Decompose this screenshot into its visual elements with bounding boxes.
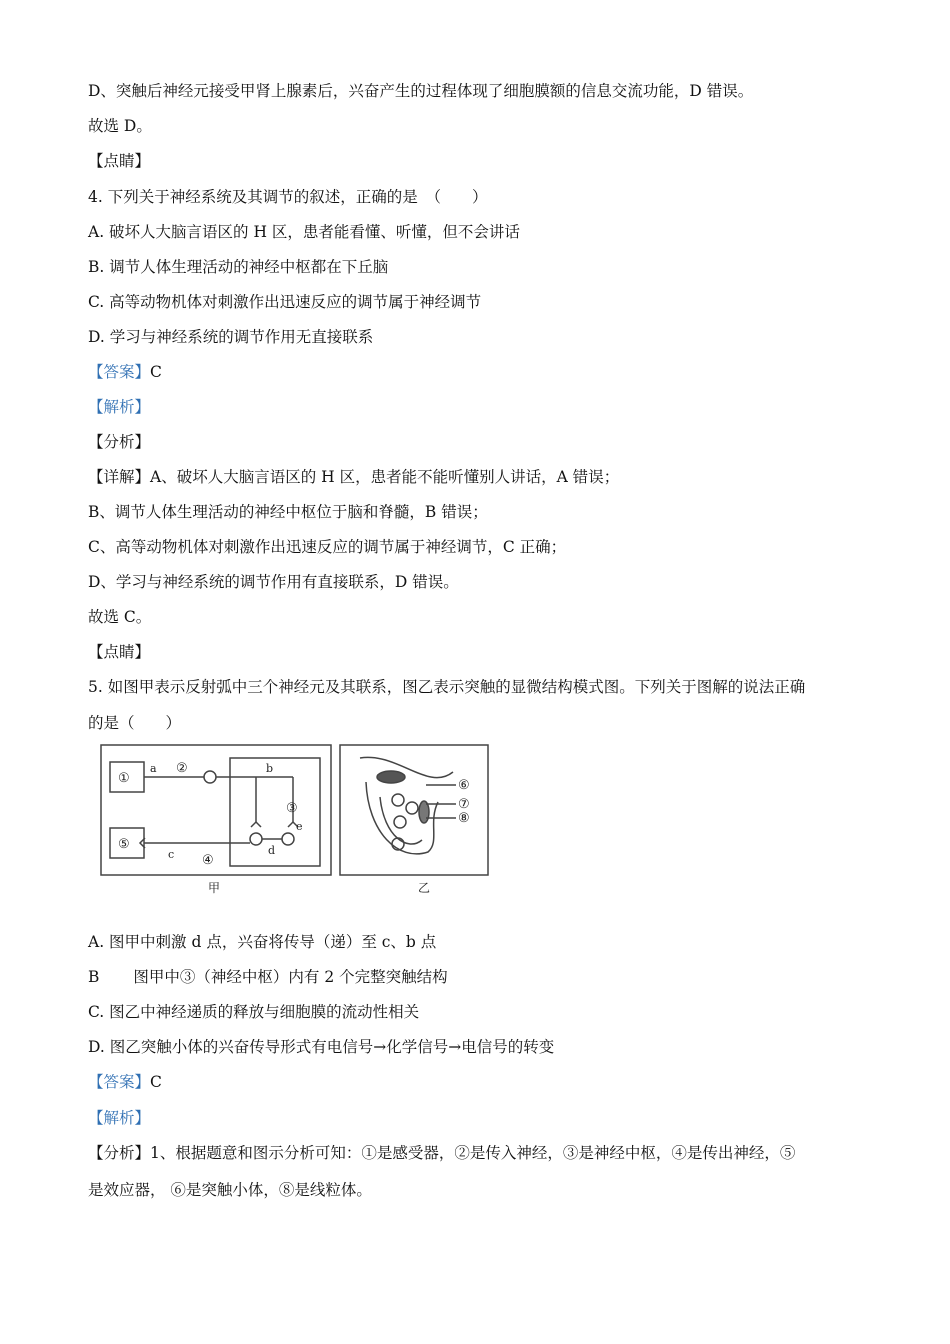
mitochondrion bbox=[377, 771, 405, 783]
option-c: C. 图乙中神经递质的释放与细胞膜的流动性相关 bbox=[88, 1003, 420, 1021]
answer-label: 【答案】 bbox=[88, 1073, 151, 1091]
section-heading: 【点睛】 bbox=[88, 152, 151, 170]
option-b-text: 图甲中③（神经中枢）内有 2 个完整突触结构 bbox=[133, 968, 448, 986]
label-c: c bbox=[168, 848, 175, 861]
vesicle bbox=[406, 802, 418, 814]
text-line: D、学习与神经系统的调节作用有直接联系，D 错误。 bbox=[88, 573, 459, 591]
label-b: b bbox=[266, 762, 274, 775]
section-heading: 【点睛】 bbox=[88, 643, 151, 661]
text-line: B、调节人体生理活动的神经中枢位于脑和脊髓，B 错误； bbox=[88, 503, 488, 521]
text-line: 是效应器， ⑥是突触小体，⑧是线粒体。 bbox=[88, 1181, 372, 1199]
option-a: A. 图甲中刺激 d 点，兴奋将传导（递）至 c、b 点 bbox=[88, 933, 437, 951]
option-b-letter: B bbox=[88, 968, 100, 986]
option-d: D. 图乙突触小体的兴奋传导形式有电信号→化学信号→电信号的转变 bbox=[88, 1038, 555, 1056]
text-line: C、高等动物机体对刺激作出迅速反应的调节属于神经调节，C 正确； bbox=[88, 538, 567, 556]
membrane-line bbox=[360, 757, 453, 777]
text-line: D、突触后神经元接受甲肾上腺素后，兴奋产生的过程体现了细胞膜额的信息交流功能，D 错误。 bbox=[88, 82, 754, 100]
figure-svg bbox=[98, 742, 494, 900]
question-stem-cont: 的是（ ） bbox=[88, 714, 182, 732]
option-b bbox=[88, 967, 448, 987]
answer-line bbox=[88, 362, 162, 382]
analysis-label: 【解析】 bbox=[88, 1109, 151, 1127]
option-d: D. 学习与神经系统的调节作用无直接联系 bbox=[88, 328, 374, 346]
label-n7: ⑦ bbox=[458, 797, 470, 812]
label-e: e bbox=[296, 820, 303, 833]
answer-value: C bbox=[150, 363, 162, 381]
label-a: a bbox=[150, 762, 157, 775]
question-stem: 4. 下列关于神经系统及其调节的叙述，正确的是 （ ） bbox=[88, 188, 488, 206]
vesicle bbox=[394, 816, 406, 828]
efferent-soma bbox=[282, 833, 294, 845]
label-n3: ③ bbox=[286, 801, 298, 816]
label-d: d bbox=[268, 844, 276, 857]
text-line: 【详解】A、破坏人大脑言语区的 H 区，患者能不能听懂别人讲话，A 错误； bbox=[88, 468, 620, 486]
question-stem: 5. 如图甲表示反射弧中三个神经元及其联系，图乙表示突触的显微结构模式图。下列关于图解的说法正确 bbox=[88, 678, 806, 696]
text-line: 故选 D。 bbox=[88, 117, 152, 135]
label-n6: ⑥ bbox=[458, 778, 470, 793]
label-n8: ⑧ bbox=[458, 811, 470, 826]
analysis-label: 【解析】 bbox=[88, 398, 151, 416]
option-c: C. 高等动物机体对刺激作出迅速反应的调节属于神经调节 bbox=[88, 293, 482, 311]
label-n5: ⑤ bbox=[118, 837, 130, 852]
section-heading: 【分析】 bbox=[88, 433, 151, 451]
option-a: A. 破坏人大脑言语区的 H 区，患者能看懂、听懂，但不会讲话 bbox=[88, 223, 520, 241]
answer-line bbox=[88, 1072, 162, 1092]
afferent-soma bbox=[204, 771, 216, 783]
answer-label: 【答案】 bbox=[88, 363, 151, 381]
label-n1: ① bbox=[118, 771, 130, 786]
neuron-figure bbox=[98, 742, 494, 900]
answer-value: C bbox=[150, 1073, 162, 1091]
caption-jia: 甲 bbox=[208, 881, 221, 895]
label-n2: ② bbox=[176, 761, 188, 776]
label-n4: ④ bbox=[202, 853, 214, 868]
synapse-mark bbox=[251, 822, 261, 827]
option-b: B. 调节人体生理活动的神经中枢都在下丘脑 bbox=[88, 258, 389, 276]
caption-yi: 乙 bbox=[418, 881, 431, 895]
inter-soma bbox=[250, 833, 262, 845]
text-line: 【分析】1、根据题意和图示分析可知：①是感受器，②是传入神经，③是神经中枢，④是传出神经，⑤ bbox=[88, 1144, 796, 1162]
vesicle bbox=[392, 794, 404, 806]
text-line: 故选 C。 bbox=[88, 608, 152, 626]
